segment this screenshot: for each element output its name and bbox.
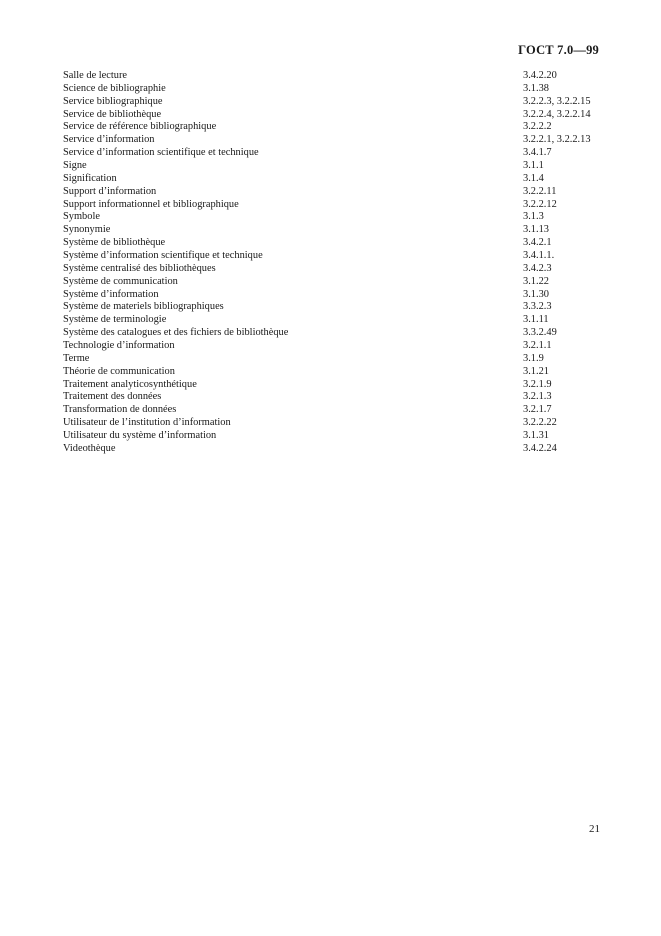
index-entry [63, 96, 603, 109]
index-entry [63, 353, 603, 366]
index-entry [63, 443, 603, 456]
entry-term: Système des catalogues et des fichiers de bibliothèque [63, 327, 289, 339]
entry-reference: 3.2.1.9 [523, 378, 552, 390]
entry-reference: 3.3.2.49 [523, 327, 557, 339]
entry-reference: 3.1.21 [523, 365, 549, 377]
index-entry [63, 263, 603, 276]
entry-reference: 3.2.2.4, 3.2.2.14 [523, 108, 591, 120]
entry-reference: 3.1.31 [523, 430, 549, 442]
entry-term: Videothèque [63, 442, 116, 454]
entry-reference: 3.1.38 [523, 82, 549, 94]
index-entry [63, 430, 603, 443]
entry-reference: 3.1.11 [523, 314, 549, 326]
entry-reference: 3.4.2.20 [523, 70, 557, 81]
entry-term: Terme [63, 352, 90, 364]
index-entry [63, 224, 603, 237]
entry-term: Signe [63, 160, 87, 172]
entry-term: Système de communication [63, 275, 178, 287]
index-entry [63, 70, 603, 83]
index-entry [63, 237, 603, 250]
entry-term: Service de bibliothèque [63, 108, 162, 120]
index-entry [63, 186, 603, 199]
entry-reference: 3.4.2.3 [523, 262, 552, 274]
entry-reference: 3.2.1.3 [523, 391, 552, 403]
term-index-list [63, 70, 603, 456]
index-entry [63, 199, 603, 212]
standard-code: ГОСТ 7.0—99 [518, 43, 599, 57]
index-entry [63, 121, 603, 134]
entry-term: Système centralisé des bibliothèques [63, 262, 216, 274]
entry-term: Système de bibliothèque [63, 237, 166, 249]
index-entry [63, 327, 603, 340]
index-entry [63, 109, 603, 122]
entry-reference: 3.2.2.2 [523, 121, 552, 133]
entry-term: Service d’information [63, 134, 155, 146]
entry-term: Science de bibliographie [63, 82, 166, 94]
entry-term: Service d’information scientifique et technique [63, 147, 259, 159]
entry-term: Utilisateur de l’institution d’information [63, 417, 231, 429]
index-entry [63, 83, 603, 96]
entry-reference: 3.1.9 [523, 352, 544, 364]
index-entry [63, 404, 603, 417]
entry-term: Système de terminologie [63, 314, 167, 326]
entry-reference: 3.4.1.7 [523, 147, 552, 159]
entry-term: Traitement des données [63, 391, 162, 403]
entry-term: Service de référence bibliographique [63, 121, 217, 133]
entry-term: Théorie de communication [63, 365, 175, 377]
entry-reference: 3.2.2.12 [523, 198, 557, 210]
entry-term: Salle de lecture [63, 70, 128, 81]
index-entry [63, 301, 603, 314]
entry-reference: 3.3.2.3 [523, 301, 552, 313]
index-entry [63, 289, 603, 302]
document-header [518, 43, 599, 58]
entry-reference: 3.4.2.24 [523, 442, 557, 454]
index-entry [63, 366, 603, 379]
index-entry [63, 314, 603, 327]
entry-reference: 3.2.2.22 [523, 417, 557, 429]
entry-reference: 3.2.1.7 [523, 404, 552, 416]
index-entry [63, 391, 603, 404]
entry-reference: 3.1.22 [523, 275, 549, 287]
entry-reference: 3.1.30 [523, 288, 549, 300]
index-entry [63, 379, 603, 392]
entry-reference: 3.1.4 [523, 172, 544, 184]
entry-reference: 3.4.1.1. [523, 250, 555, 262]
index-entry [63, 134, 603, 147]
index-entry [63, 173, 603, 186]
entry-term: Système de materiels bibliographiques [63, 301, 224, 313]
entry-reference: 3.1.3 [523, 211, 544, 223]
entry-reference: 3.2.2.11 [523, 185, 557, 197]
entry-term: Symbole [63, 211, 100, 223]
entry-reference: 3.2.2.1, 3.2.2.13 [523, 134, 591, 146]
page-number: 21 [589, 823, 600, 835]
index-entry [63, 160, 603, 173]
index-entry [63, 147, 603, 160]
entry-term: Support d’information [63, 185, 157, 197]
entry-term: Synonymie [63, 224, 111, 236]
entry-term: Utilisateur du système d’information [63, 430, 217, 442]
entry-reference: 3.2.1.1 [523, 340, 552, 352]
entry-reference: 3.4.2.1 [523, 237, 552, 249]
index-entry [63, 276, 603, 289]
entry-term: Service bibliographique [63, 95, 163, 107]
entry-term: Système d’information [63, 288, 159, 300]
index-entry [63, 211, 603, 224]
index-entry [63, 250, 603, 263]
entry-term: Support informationnel et bibliographique [63, 198, 239, 210]
entry-term: Système d’information scientifique et technique [63, 250, 263, 262]
entry-reference: 3.1.1 [523, 160, 544, 172]
entry-reference: 3.2.2.3, 3.2.2.15 [523, 95, 591, 107]
index-entry [63, 417, 603, 430]
index-entry [63, 340, 603, 353]
entry-term: Traitement analyticosynthétique [63, 378, 197, 390]
entry-reference: 3.1.13 [523, 224, 549, 236]
entry-term: Transformation de données [63, 404, 177, 416]
entry-term: Technologie d’information [63, 340, 175, 352]
entry-term: Signification [63, 172, 117, 184]
